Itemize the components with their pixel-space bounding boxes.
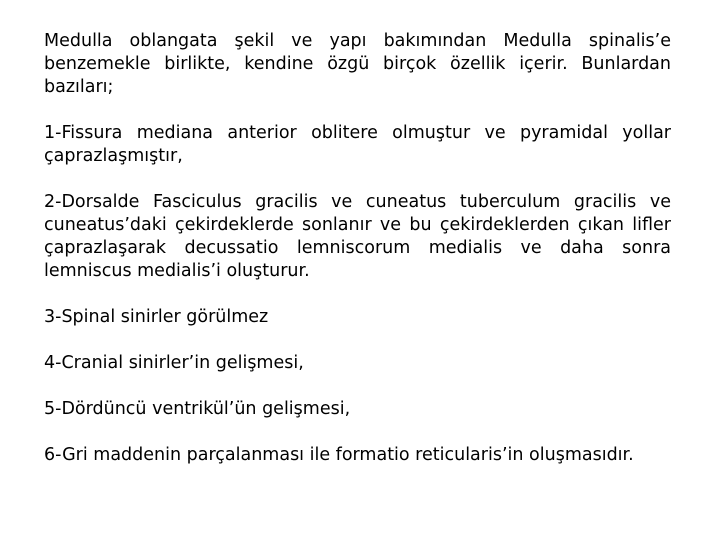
slide-text-body <box>44 30 671 467</box>
list-item-1: 1-Fissura mediana anterior oblitere olmuştur ve pyramidal yollar çaprazlaşmıştır, <box>44 123 671 166</box>
list-item-2: 2-Dorsalde Fasciculus gracilis ve cuneatus tuberculum gracilis ve cuneatus’daki çekirdeklerde sonlanır ve bu çekirdeklerden çıkan lifler çaprazlaşarak decussatio lemniscorum medialis ve daha sonra lemniscus medialis’i oluşturur. <box>44 192 671 281</box>
intro-paragraph: Medulla oblangata şekil ve yapı bakımından Medulla spinalis’e benzemekle birlikte, kendine özgü birçok özellik içerir. Bunlardan bazıları; <box>44 31 671 97</box>
list-item-4: 4-Cranial sinirler’in gelişmesi, <box>44 353 304 373</box>
list-item-5: 5-Dördüncü ventrikül’ün gelişmesi, <box>44 399 351 419</box>
list-item-6: 6-Gri maddenin parçalanması ile formatio reticularis’in oluşmasıdır. <box>44 445 634 465</box>
list-item-3: 3-Spinal sinirler görülmez <box>44 307 269 327</box>
